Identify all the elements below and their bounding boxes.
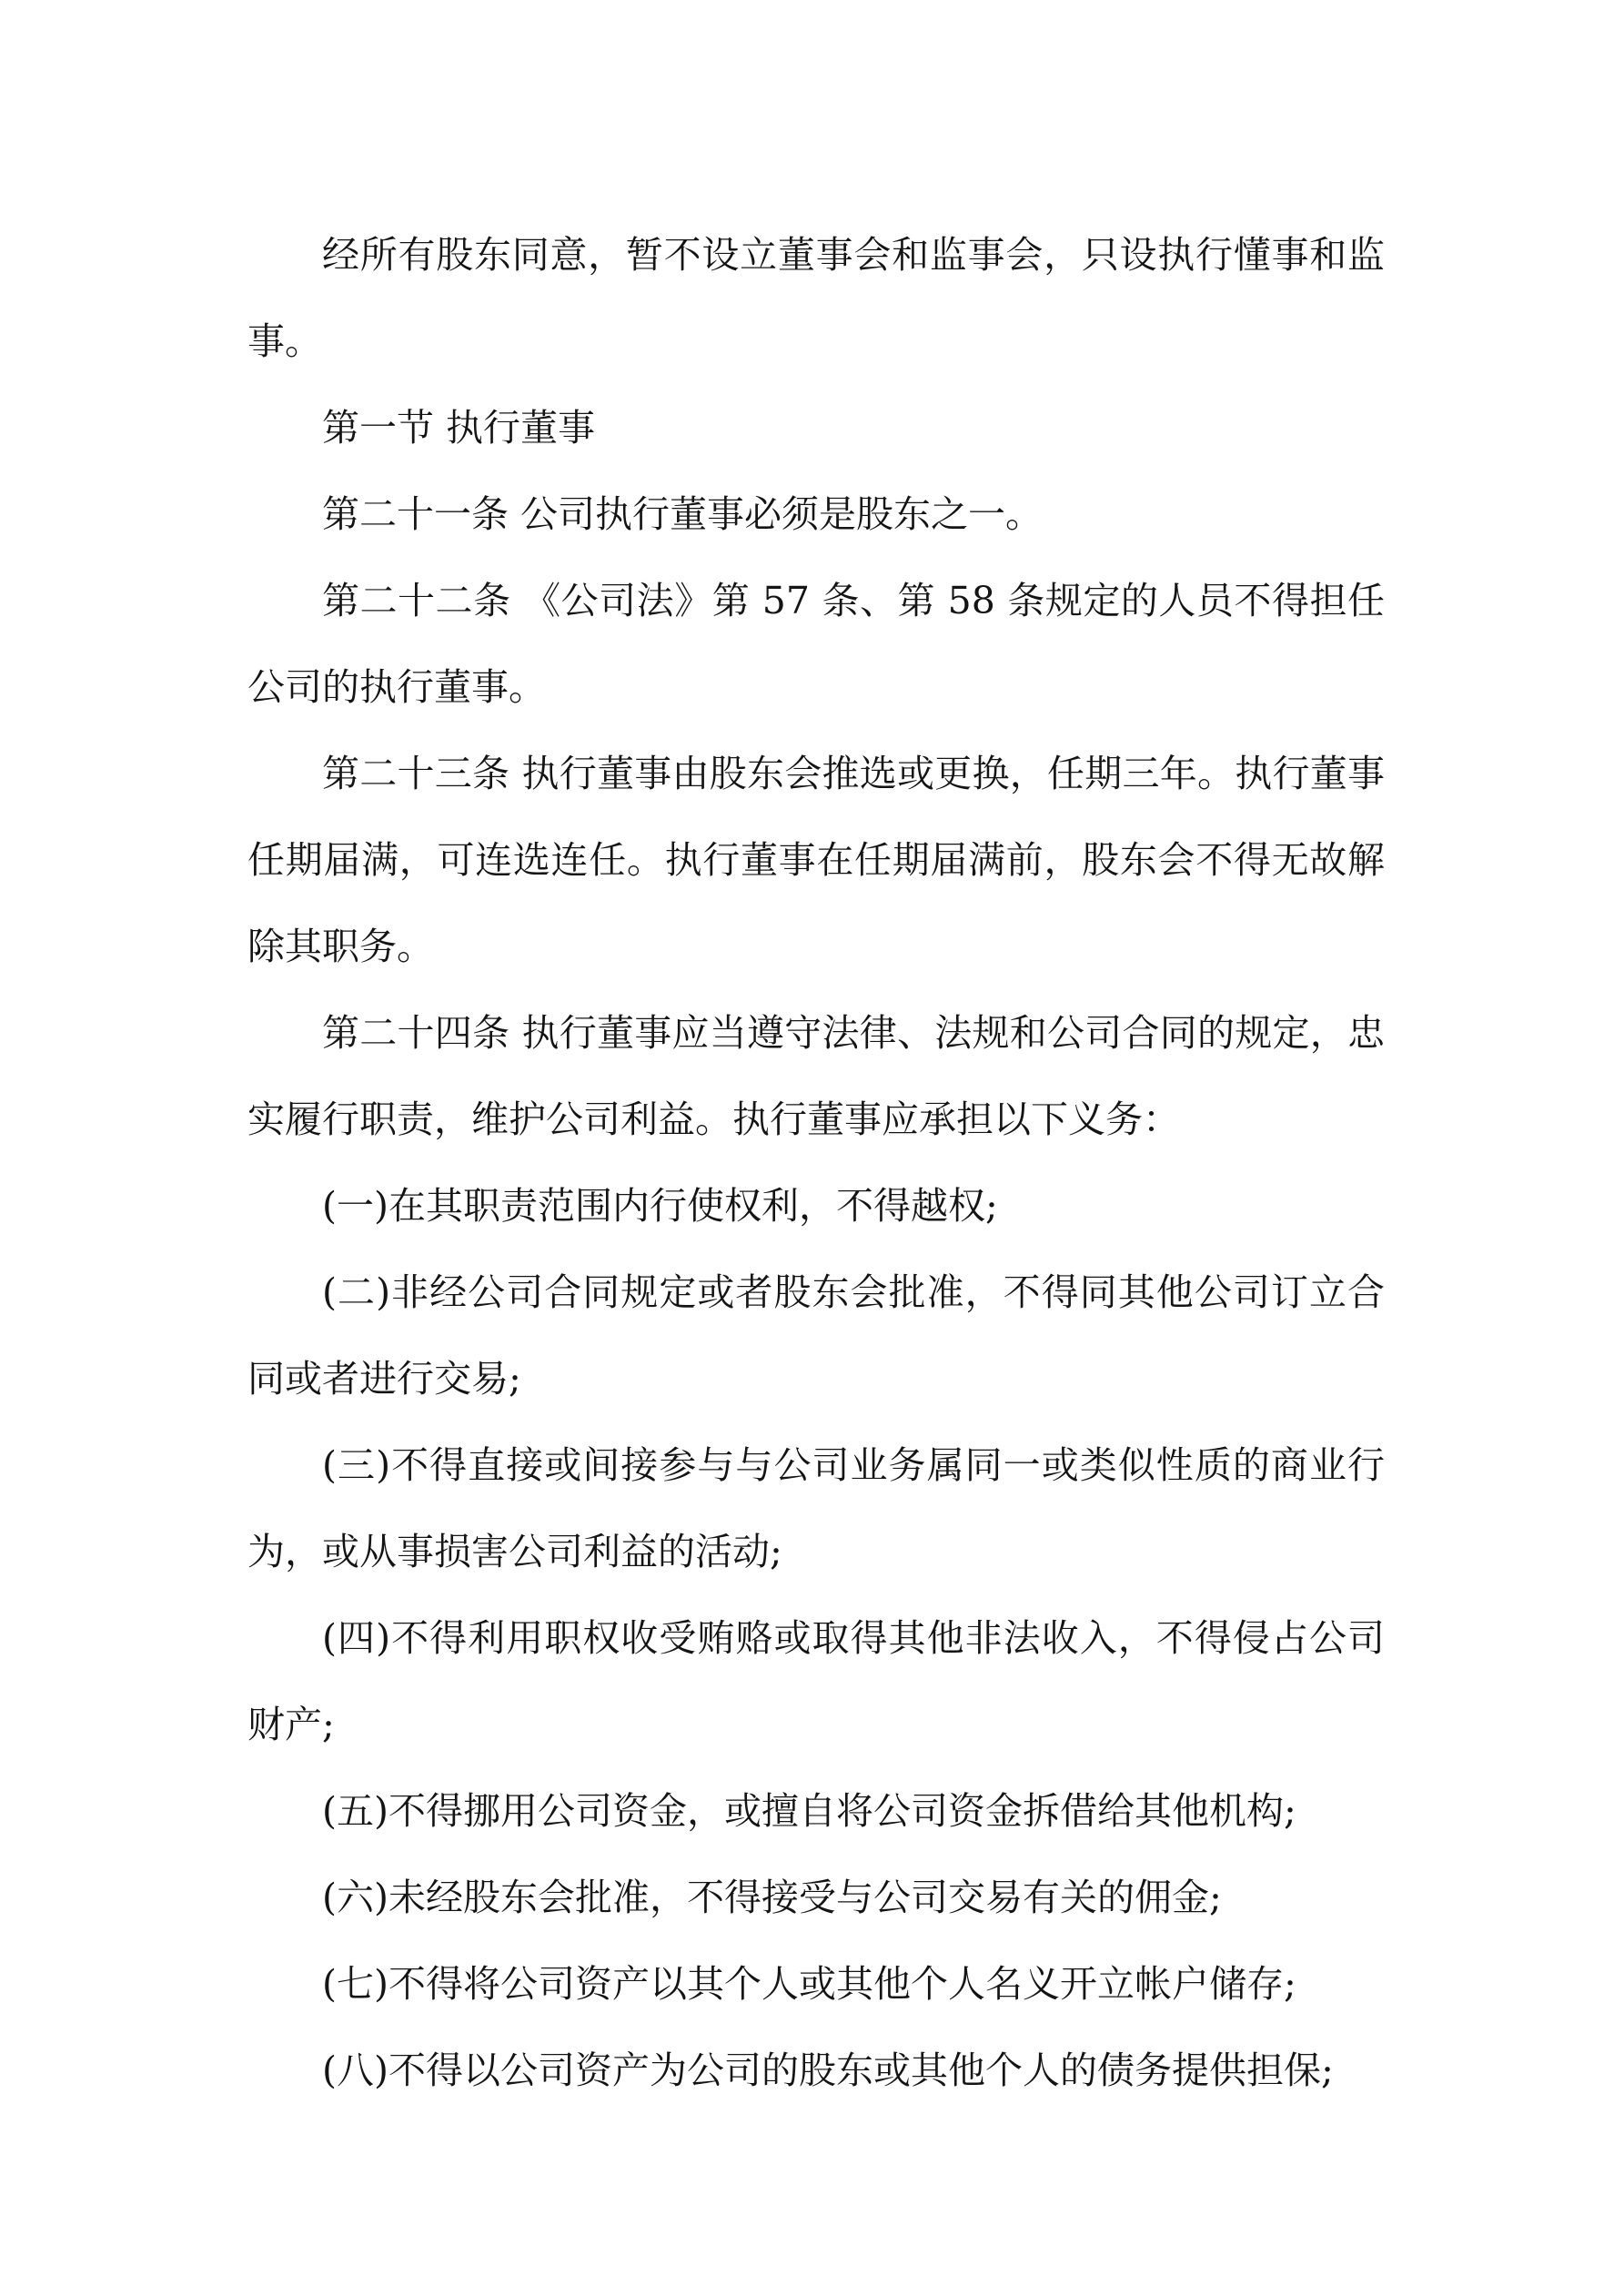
paragraph-intro: 经所有股东同意，暂不设立董事会和监事会，只设执行懂事和监事。	[247, 233, 1385, 363]
article-22: 第二十二条 《公司法》第 57 条、第 58 条规定的人员不得担任公司的执行董事。	[247, 579, 1385, 709]
duty-item-2: (二)非经公司合同规定或者股东会批准，不得同其他公司订立合同或者进行交易;	[247, 1270, 1385, 1401]
duty-item-4: (四)不得利用职权收受贿赂或取得其他非法收入，不得侵占公司财产;	[247, 1616, 1385, 1746]
document-page	[247, 212, 1385, 2114]
duty-item-3: (三)不得直接或间接参与与公司业务属同一或类似性质的商业行为，或从事损害公司利益的活动;	[247, 1443, 1385, 1573]
duty-item-7: (七)不得将公司资产以其个人或其他个人名义开立帐户储存;	[322, 1962, 1296, 2006]
section-heading: 第一节 执行董事	[322, 406, 596, 450]
duty-item-5: (五)不得挪用公司资金，或擅自将公司资金拆借给其他机构;	[322, 1789, 1296, 1833]
duty-item-8: (八)不得以公司资产为公司的股东或其他个人的债务提供担保;	[322, 2048, 1334, 2092]
article-21: 第二十一条 公司执行董事必须是股东之一。	[322, 492, 1044, 536]
article-24: 第二十四条 执行董事应当遵守法律、法规和公司合同的规定，忠实履行职责，维护公司利益。执行董事应承担以下义务：	[247, 1011, 1385, 1141]
article-23: 第二十三条 执行董事由股东会推选或更换，任期三年。执行董事任期届满，可连选连任。执行董事在任期届满前，股东会不得无故解除其职务。	[247, 752, 1385, 968]
duty-item-1: (一)在其职责范围内行使权利，不得越权;	[322, 1184, 998, 1228]
duty-item-6: (六)未经股东会批准，不得接受与公司交易有关的佣金;	[322, 1876, 1222, 1919]
